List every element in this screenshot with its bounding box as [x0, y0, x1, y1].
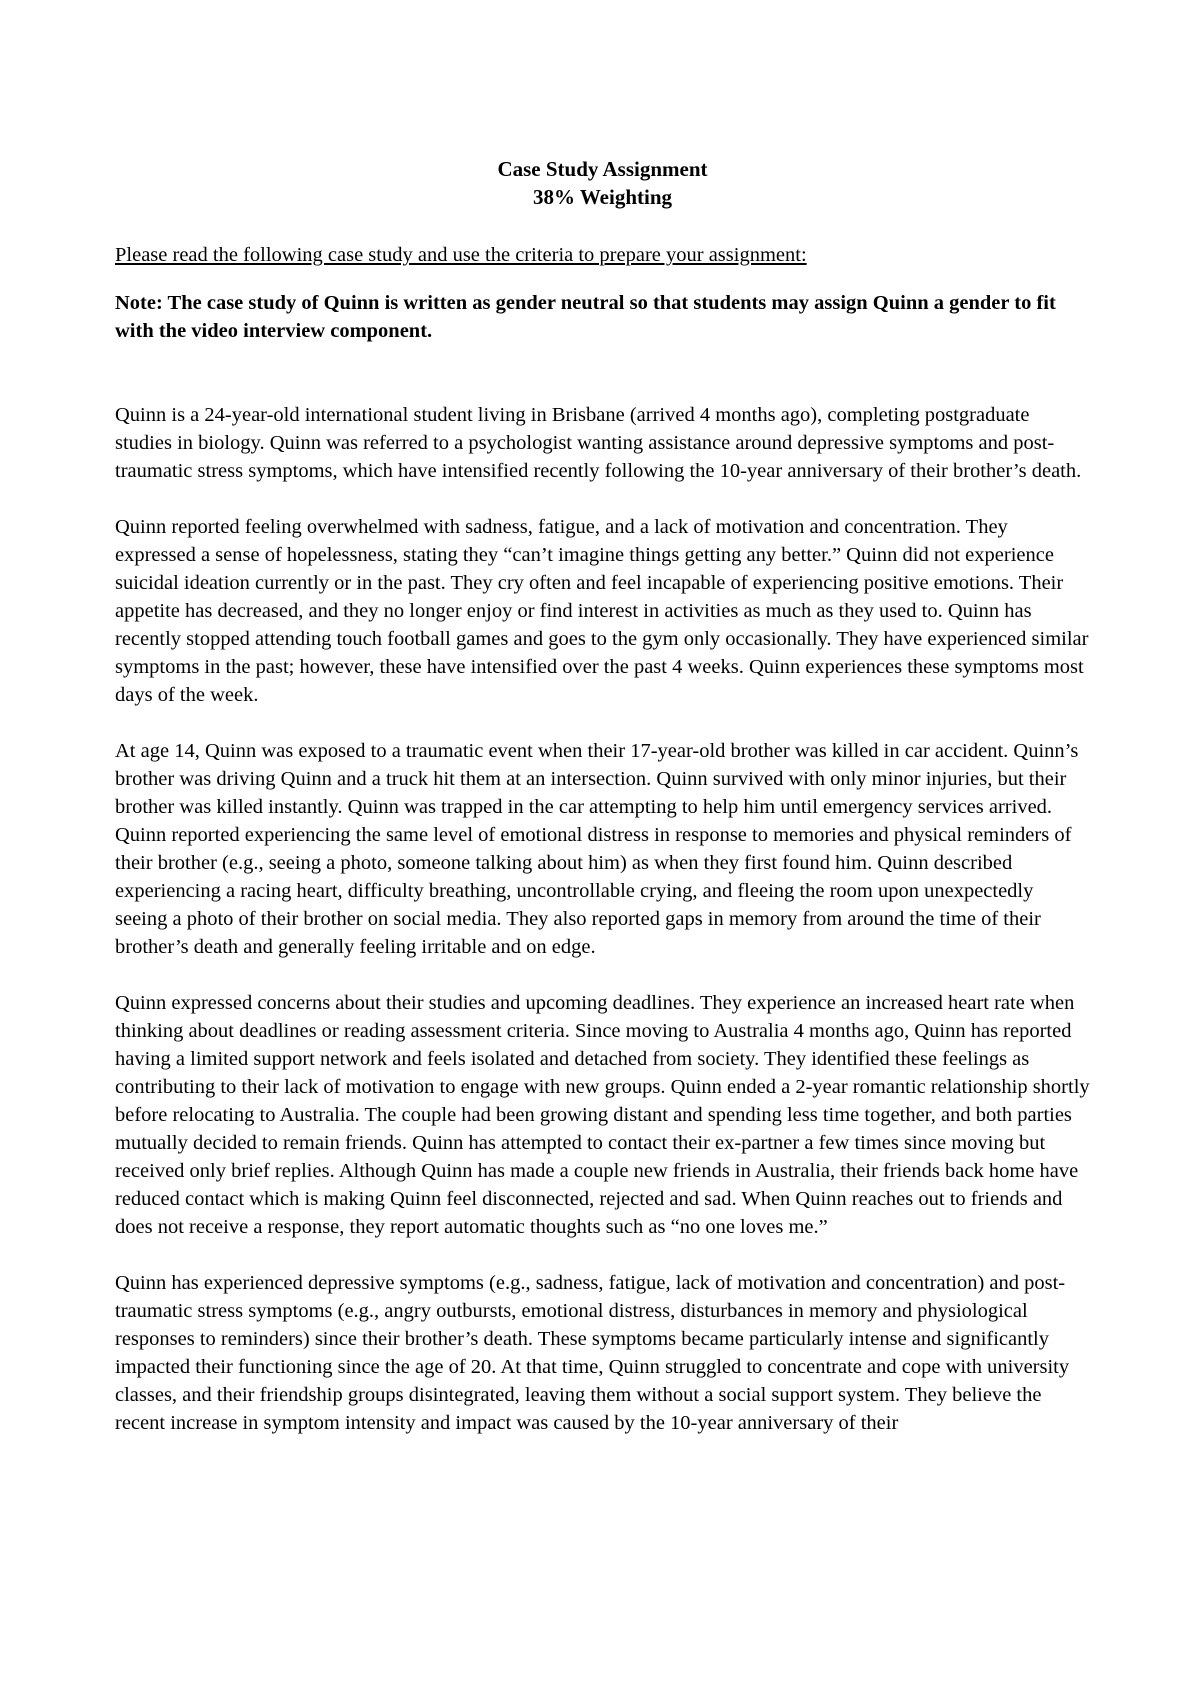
document-title: Case Study Assignment [497, 157, 708, 181]
paragraph-concerns: Quinn expressed concerns about their studies and upcoming deadlines. They experience an increased heart rate when thinking about deadlines or reading assessment criteria. Since moving to Australia 4 months ago, Quinn has reported having a limited support network and feels isolated and detached from society. They identified these feelings as contributing to their lack of motivation to engage with new groups. Quinn ended a 2-year romantic relationship shortly before relocating to Australia. The couple had been growing distant and spending less time together, and both parties mutually decided to remain friends. Quinn has attempted to contact their ex-partner a few times since moving but received only brief replies. Although Quinn has made a couple new friends in Australia, their friends back home have reduced contact which is making Quinn feel disconnected, rejected and sad. When Quinn reaches out to friends and does not receive a response, they report automatic thoughts such as “no one loves me.” [115, 992, 1090, 1238]
paragraph-symptoms: Quinn reported feeling overwhelmed with sadness, fatigue, and a lack of motivation and concentration. They expressed a sense of hopelessness, stating they “can’t imagine things getting any better.” Quinn did not experience suicidal ideation currently or in the past. They cry often and feel incapable of experiencing positive emotions. Their appetite has decreased, and they no longer enjoy or find interest in activities as much as they used to. Quinn has recently stopped attending touch football games and goes to the gym only occasionally. They have experienced similar symptoms in the past; however, these have intensified over the past 4 weeks. Quinn experiences these symptoms most days of the week. [115, 516, 1089, 706]
document-weighting: 38% Weighting [532, 185, 673, 209]
paragraph-trauma: At age 14, Quinn was exposed to a traumatic event when their 17-year-old brother was killed in car accident. Quinn’s brother was driving Quinn and a truck hit them at an intersection. Quinn survived with only minor injuries, but their brother was killed instantly. Quinn was trapped in the car attempting to help him until emergency services arrived. Quinn reported experiencing the same level of emotional distress in response to memories and physical reminders of their brother (e.g., seeing a photo, someone talking about him) as when they first found him. Quinn described experiencing a racing heart, difficulty breathing, uncontrollable crying, and fleeing the room upon unexpectedly seeing a photo of their brother on social media. They also reported gaps in memory from around the time of their brother’s death and generally feeling irritable and on edge. [115, 740, 1079, 958]
document-page [115, 155, 1090, 1437]
note-text: Note: The case study of Quinn is written as gender neutral so that students may assign Quinn a gender to fit with the video interview component. [115, 292, 1056, 342]
instruction-text: Please read the following case study and use the criteria to prepare your assignment: [115, 244, 807, 266]
paragraph-history: Quinn has experienced depressive symptoms (e.g., sadness, fatigue, lack of motivation and concentration) and post-traumatic stress symptoms (e.g., angry outbursts, emotional distress, disturbances in memory and physiological responses to reminders) since their brother’s death. These symptoms became particularly intense and significantly impacted their functioning since the age of 20. At that time, Quinn struggled to concentrate and cope with university classes, and their friendship groups disintegrated, leaving them without a social support system. They believe the recent increase in symptom intensity and impact was caused by the 10-year anniversary of their [115, 1272, 1070, 1434]
paragraph-intro: Quinn is a 24-year-old international student living in Brisbane (arrived 4 months ago), completing postgraduate studies in biology. Quinn was referred to a psychologist wanting assistance around depressive symptoms and post-traumatic stress symptoms, which have intensified recently following the 10-year anniversary of their brother’s death. [115, 404, 1082, 482]
